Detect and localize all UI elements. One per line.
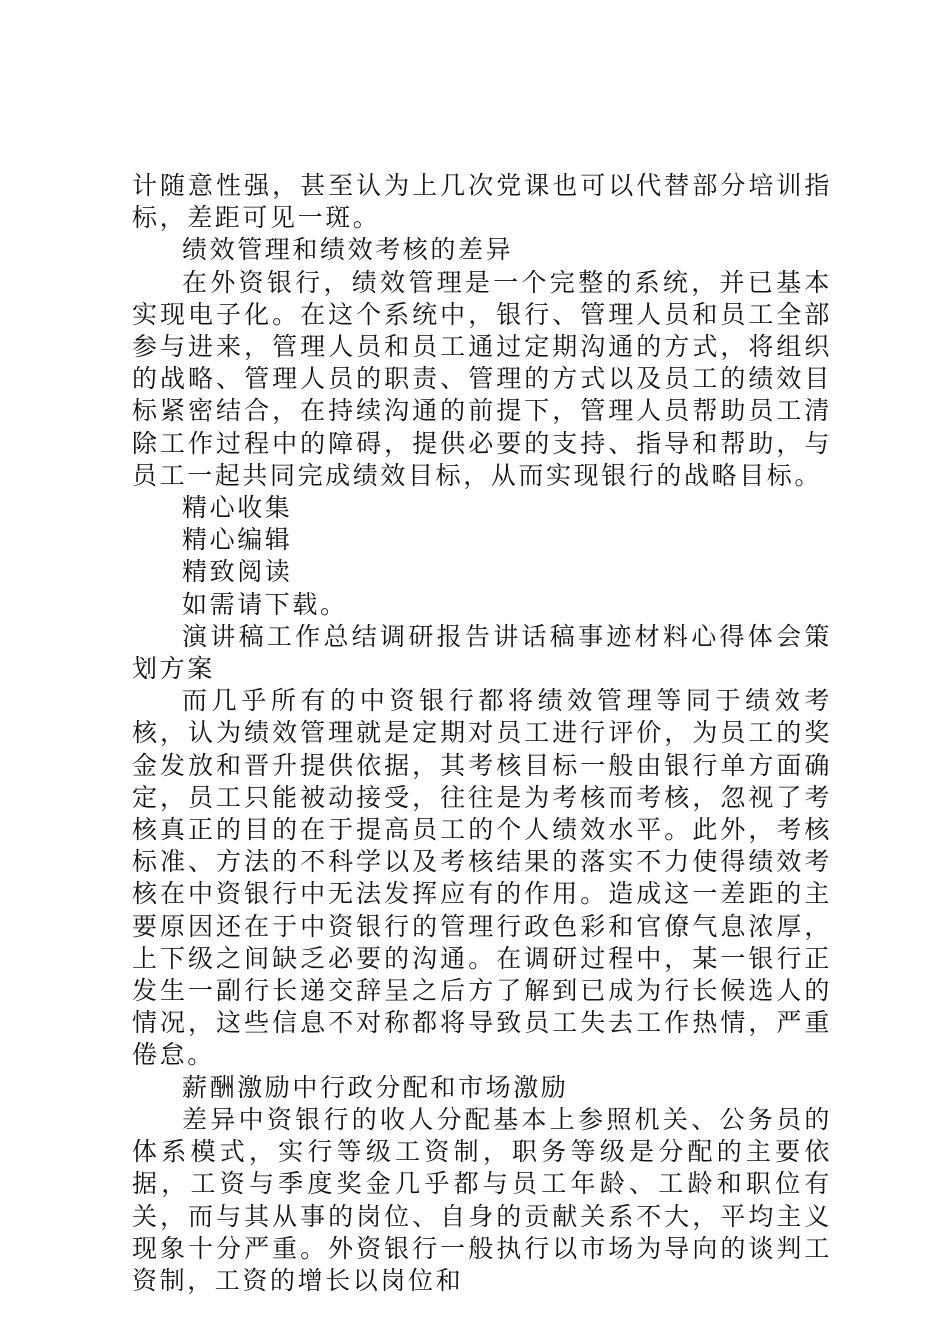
section-heading-salary-incentive: 薪酬激励中行政分配和市场激励 [182,1072,569,1102]
paragraph-3: 在外资银行，绩效管理是一个完整的系统，并已基本实现电子化。在这个系统中，银行、管理人员和员工全部参与进来，管理人员和员工通过定期沟通的方式，将组织的战略、管理人员的职责、管理的方式以及员工的绩效目标紧密结合，在持续沟通的前提下，管理人员帮助员工清除工作过程中的障碍，提供必要的支持、指导和帮助，与员工一起共同完成绩效目标，从而实现银行的战略目标。 [132,267,832,490]
promo-line-3: 精致阅读 [182,557,293,587]
promo-line-1: 精心收集 [182,493,293,523]
section-heading-performance-management: 绩效管理和绩效考核的差异 [182,235,514,265]
paragraph-1: 计随意性强，甚至认为上几次党课也可以代替部分培训指标，差距可见一斑。 [132,171,832,233]
promo-line-4: 如需请下载。 [182,589,348,619]
paragraph-11: 差异中资银行的收人分配基本上参照机关、公务员的体系模式，实行等级工资制，职务等级是分配的主要依据，工资与季度奖金几乎都与员工年龄、工龄和职位有关，而与其从事的岗位、自身的贡献关系不大，平均主义现象十分严重。外资银行一般执行以市场为导向的谈判工资制，工资的增长以岗位和 [132,1104,832,1295]
promo-line-5: 演讲稿工作总结调研报告讲话稿事迹材料心得体会策划方案 [132,621,832,684]
promo-line-2: 精心编辑 [182,525,293,555]
paragraph-9: 而几乎所有的中资银行都将绩效管理等同于绩效考核，认为绩效管理就是定期对员工进行评价，为员工的奖金发放和晋升提供依据，其考核目标一般由银行单方面确定，员工只能被动接受，往往是为考核而考核，忽视了考核真正的目的在于提高员工的个人绩效水平。此外，考核标准、方法的不科学以及考核结果的落实不力使得绩效考核在中资银行中无法发挥应有的作用。造成这一差距的主要原因还在于中资银行的管理行政色彩和官僚气息浓厚，上下级之间缺乏必要的沟通。在调研过程中，某一银行正发生一副行长递交辞呈之后方了解到已成为行长候选人的情况，这些信息不对称都将导致员工失去工作热情，严重倦怠。 [132,686,832,1070]
document-body [132,170,832,1297]
